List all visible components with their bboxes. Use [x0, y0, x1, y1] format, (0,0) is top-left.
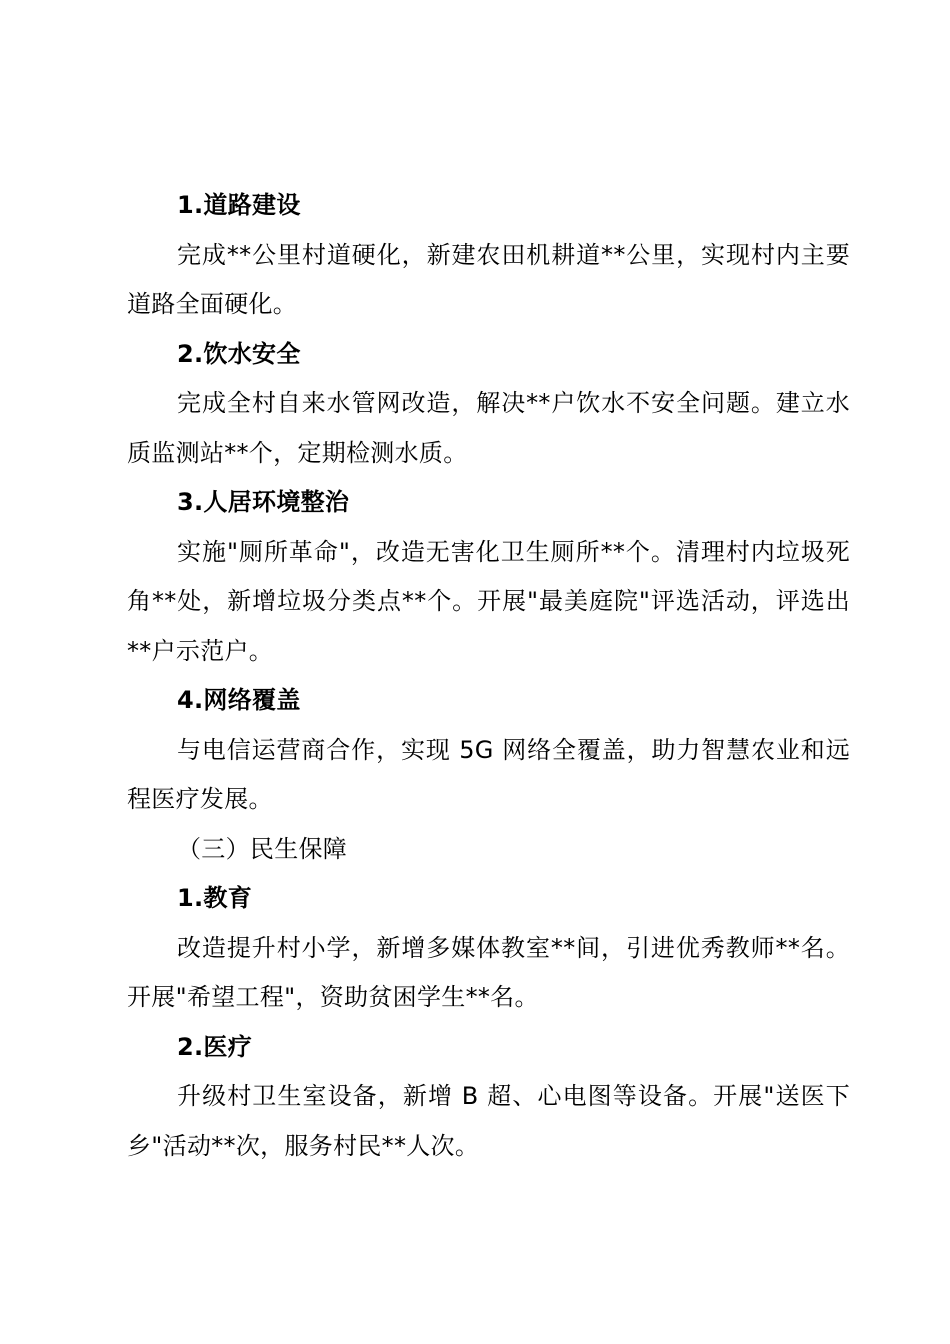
heading-water-safety: 2.饮水安全 [177, 339, 301, 368]
paragraph-text: 改造提升村小学，新增多媒体教室**间，引进优秀教师**名。开展"希望工程"，资助贫困学生**名。 [127, 933, 850, 1011]
paragraph-text: 与电信运营商合作，实现 5G 网络全覆盖，助力智慧农业和远程医疗发展。 [127, 735, 850, 813]
paragraph-living-environment [127, 528, 850, 677]
paragraph-water-safety [127, 379, 850, 478]
heading-network-coverage: 4.网络覆盖 [177, 686, 301, 714]
section-title-livelihood: （三）民生保障 [177, 834, 348, 863]
paragraph-education [127, 924, 850, 1023]
heading-medical: 2.医疗 [177, 1032, 253, 1061]
paragraph-network-coverage [127, 726, 850, 825]
paragraph-text: 实施"厕所革命"，改造无害化卫生厕所**个。清理村内垃圾死角**处，新增垃圾分类点**个。开展"最美庭院"评选活动，评选出**户示范户。 [127, 537, 850, 665]
paragraph-medical [127, 1072, 850, 1171]
heading-education: 1.教育 [177, 884, 253, 912]
heading-living-environment: 3.人居环境整治 [177, 488, 350, 516]
paragraph-text: 完成**公里村道硬化，新建农田机耕道**公里，实现村内主要道路全面硬化。 [127, 240, 850, 318]
paragraph-road-construction [127, 231, 850, 330]
paragraph-text: 升级村卫生室设备，新增 B 超、心电图等设备。开展"送医下乡"活动**次，服务村民**人次。 [127, 1082, 850, 1160]
heading-road-construction: 1.道路建设 [177, 191, 301, 219]
paragraph-text: 完成全村自来水管网改造，解决**户饮水不安全问题。建立水质监测站**个，定期检测水质。 [127, 389, 850, 467]
